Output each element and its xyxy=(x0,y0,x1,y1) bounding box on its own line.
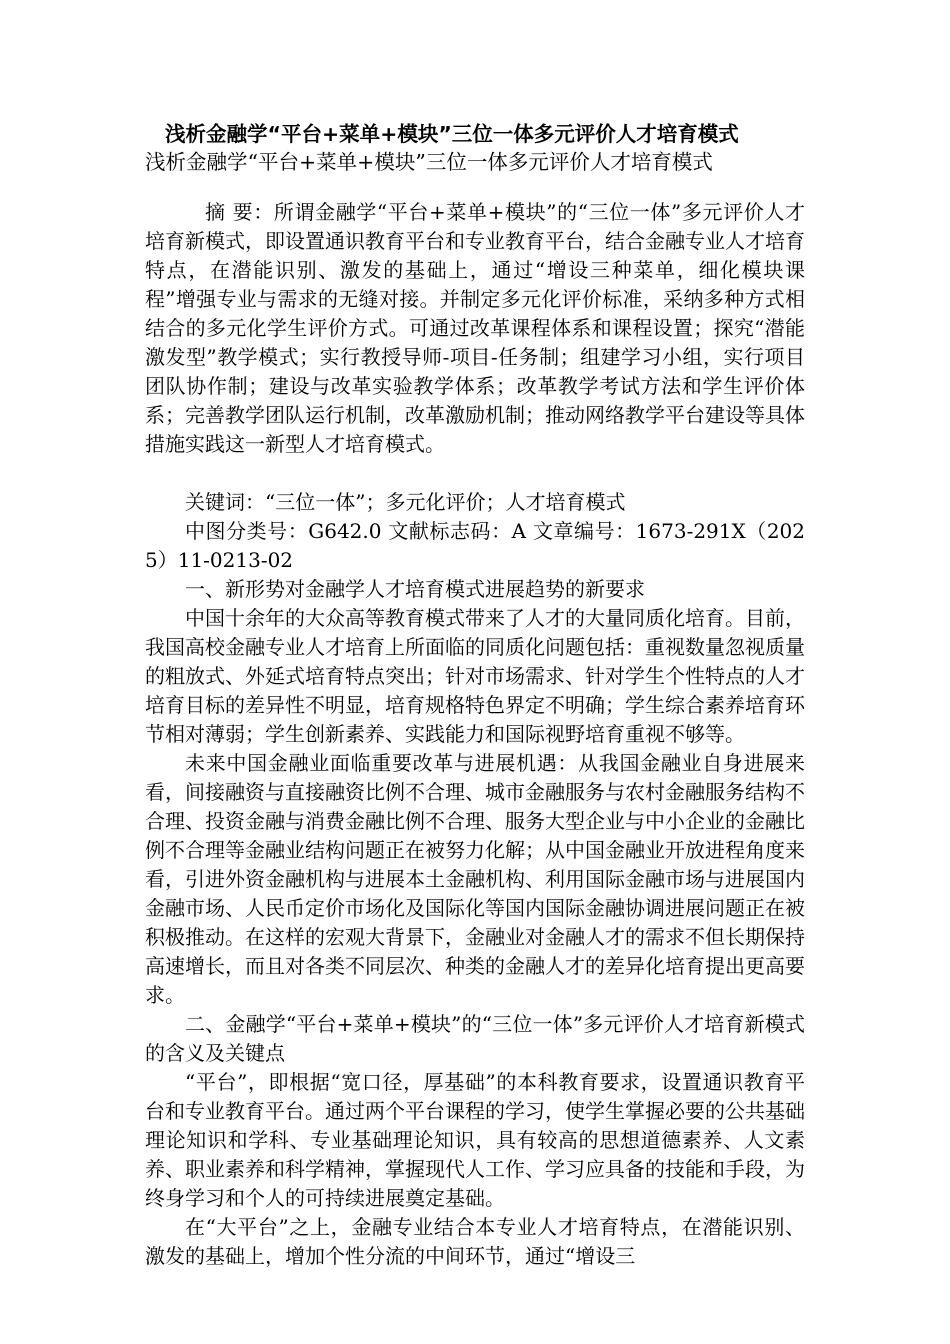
body-paragraph-4: 在“大平台”之上，金融专业结合本专业人才培育特点，在潜能识别、激发的基础上，增加个性分流的中间环节，通过“增设三 xyxy=(145,1215,805,1268)
abstract-paragraph: 摘 要：所谓金融学“平台+菜单+模块”的“三位一体”多元评价人才培育新模式，即设置通识教育平台和专业教育平台，结合金融专业人才培育特点，在潜能识别、激发的基础上，通过“增设三种菜单，细化模块课程”增强专业与需求的无缝对接。并制定多元化评价标准，采纳多种方式相结合的多元化学生评价方式。可通过改革课程体系和课程设置；探究“潜能激发型”教学模式；实行教授导师-项目-任务制；组建学习小组，实行项目团队协作制；建设与改革实验教学体系；改革教学考试方法和学生评价体系；完善教学团队运行机制，改革激励机制；推动网络教学平台建设等具体措施实践这一新型人才培育模式。 xyxy=(145,200,805,456)
keywords-line: 关键词：“三位一体”；多元化评价；人才培育模式 xyxy=(185,490,626,514)
body-paragraph-3: “平台”，即根据“宽口径，厚基础”的本科教育要求，设置通识教育平台和专业教育平台。通过两个平台课程的学习，使学生掌握必要的公共基础理论知识和学科、专业基础理论知识，具有较高的思想道德素养、人文素养、职业素养和科学精神，掌握现代人工作、学习应具备的技能和手段，为终身学习和个人的可持续进展奠定基础。 xyxy=(145,1070,805,1210)
section-heading-2: 二、金融学“平台+菜单+模块”的“三位一体”多元评价人才培育新模式的含义及关键点 xyxy=(145,1012,805,1065)
classification-line: 中图分类号：G642.0 文献标志码：A 文章编号：1673-291X（2025）11-0213-02 xyxy=(145,519,805,572)
document-body xyxy=(145,198,805,1271)
body-paragraph-2: 未来中国金融业面临重要改革与进展机遇：从我国金融业自身进展来看，间接融资与直接融资比例不合理、城市金融服务与农村金融服务结构不合理、投资金融与消费金融比例不合理、服务大型企业与中小企业的金融比例不合理等金融业结构问题正在被努力化解；从中国金融业开放进程角度来看，引进外资金融机构与进展本土金融机构、利用国际金融市场与进展国内金融市场、人民币定价市场化及国际化等国内国际金融协调进展问题正在被积极推动。在这样的宏观大背景下，金融业对金融人才的需求不但长期保持高速增长，而且对各类不同层次、种类的金融人才的差异化培育提出更高要求。 xyxy=(145,751,805,1007)
document-title: 浅析金融学“平台+菜单+模块”三位一体多元评价人才培育模式 xyxy=(165,122,739,146)
body-paragraph-1: 中国十余年的大众高等教育模式带来了人才的大量同质化培育。目前，我国高校金融专业人才培育上所面临的同质化问题包括：重视数量忽视质量的粗放式、外延式培育特点突出；针对市场需求、针对学生个性特点的人才培育目标的差异性不明显，培育规格特色界定不明确；学生综合素养培育环节相对薄弱；学生创新素养、实践能力和国际视野培育重视不够等。 xyxy=(145,606,805,746)
section-heading-1: 一、新形势对金融学人才培育模式进展趋势的新要求 xyxy=(185,577,645,601)
document-subtitle: 浅析金融学“平台+菜单+模块”三位一体多元评价人才培育模式 xyxy=(145,150,713,174)
